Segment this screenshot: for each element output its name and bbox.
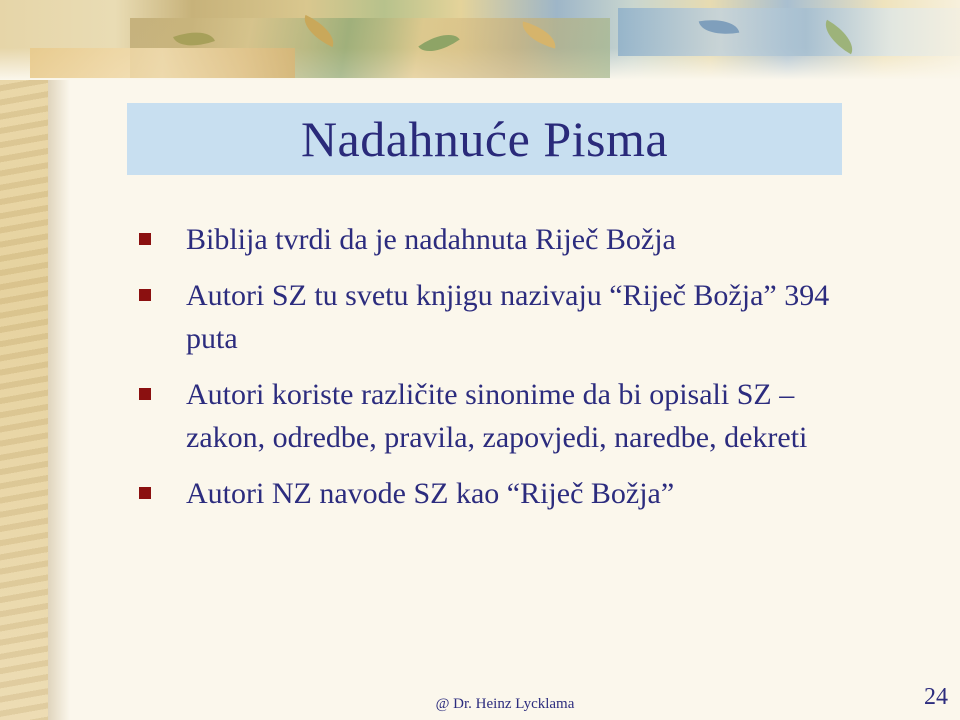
title-banner: [127, 103, 842, 175]
bullet-text: Biblija tvrdi da je nadahnuta Riječ Božja: [186, 223, 676, 256]
bullet-item: [136, 218, 836, 261]
square-bullet-icon: [139, 388, 151, 400]
square-bullet-icon: [139, 289, 151, 301]
square-bullet-icon: [139, 233, 151, 245]
bullet-text: Autori NZ navode SZ kao “Riječ Božja”: [186, 477, 675, 510]
top-decorative-banner: [0, 0, 960, 80]
banner-tile-blue: [618, 8, 960, 56]
bullet-text: Autori koriste različite sinonime da bi opisali SZ – zakon, odredbe, pravila, zapovjedi, naredbe, dekreti: [186, 378, 808, 454]
bullet-text: Autori SZ tu svetu knjigu nazivaju “Riječ Božja” 394 puta: [186, 279, 830, 355]
bullet-item: [136, 472, 836, 515]
footer-author: @ Dr. Heinz Lycklama: [435, 696, 575, 712]
bullet-item: [136, 373, 836, 459]
bullet-item: [136, 274, 836, 360]
left-strip-shadow: [48, 80, 70, 720]
bullet-list: [136, 218, 836, 528]
page-number: 24: [924, 684, 948, 710]
slide-title: Nadahnuće Pisma: [300, 111, 669, 167]
banner-tile-gold: [30, 48, 295, 78]
square-bullet-icon: [139, 487, 151, 499]
left-decorative-strip: [0, 0, 48, 720]
